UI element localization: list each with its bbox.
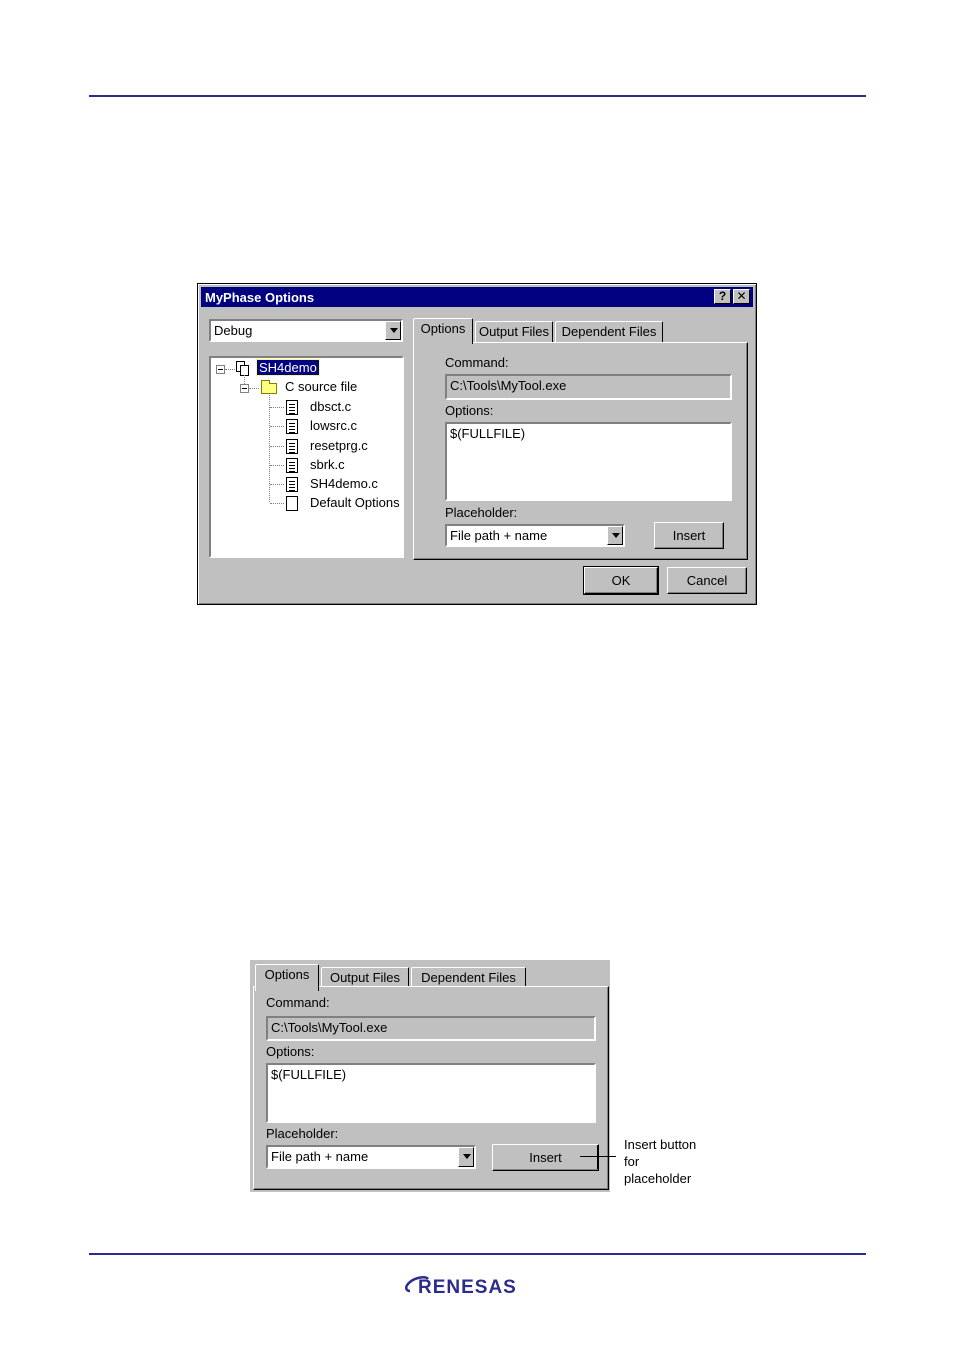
configuration-value: Debug — [214, 323, 253, 338]
myphase-options-dialog — [197, 283, 757, 605]
callout-line-3: placeholder — [624, 1171, 692, 1186]
insert-button[interactable]: Insert — [492, 1144, 599, 1171]
callout-line-1: Insert button — [624, 1137, 697, 1152]
tree-line — [270, 503, 284, 504]
tab-options[interactable]: Options — [255, 964, 319, 991]
tree-line — [270, 446, 284, 447]
tree-line — [270, 484, 284, 485]
tree-item-label: C source file — [285, 379, 358, 394]
tree-item-label: resetprg.c — [310, 438, 368, 453]
tab-dependent-files[interactable]: Dependent Files — [555, 321, 663, 343]
project-icon — [236, 361, 251, 376]
tree-item-label: SH4demo.c — [310, 476, 378, 491]
options-value: $(FULLFILE) — [450, 426, 526, 441]
placeholder-label: Placeholder: — [445, 505, 518, 520]
tree-item-label: SH4demo — [259, 360, 317, 375]
title-bar — [201, 287, 753, 307]
configuration-combo[interactable] — [209, 319, 403, 342]
insert-button[interactable]: Insert — [654, 522, 724, 549]
logo-text: RENESAS — [418, 1277, 517, 1298]
callout-line-2: for — [624, 1154, 640, 1169]
command-label: Command: — [445, 355, 509, 370]
tree-line — [269, 395, 270, 502]
close-button[interactable]: ✕ — [733, 289, 750, 304]
command-value: C:\Tools\MyTool.exe — [271, 1020, 388, 1035]
placeholder-combo[interactable] — [445, 524, 625, 547]
options-tab-panel — [413, 342, 748, 560]
collapse-icon[interactable] — [216, 365, 225, 374]
placeholder-value: File path + name — [271, 1149, 369, 1164]
tree-line — [270, 426, 284, 427]
tab-output-files[interactable]: Output Files — [475, 321, 553, 343]
tree-line — [225, 369, 235, 370]
file-icon — [286, 400, 298, 415]
tree-line — [244, 375, 245, 384]
tree-item-label: Default Options — [310, 495, 400, 510]
collapse-icon[interactable] — [240, 384, 249, 393]
renesas-logo — [404, 1271, 552, 1299]
dialog-title: MyPhase Options — [205, 290, 315, 305]
options-textarea[interactable] — [266, 1063, 596, 1123]
options-label: Options: — [445, 403, 494, 418]
tab-dependent-files[interactable]: Dependent Files — [411, 967, 526, 989]
tree-item-label: dbsct.c — [310, 399, 352, 414]
file-icon — [286, 477, 298, 492]
options-textarea[interactable] — [445, 422, 732, 501]
tree-item-label: lowsrc.c — [310, 418, 357, 433]
callout-line — [597, 1145, 598, 1169]
chevron-down-icon[interactable] — [385, 321, 401, 340]
callout-line — [580, 1156, 616, 1157]
document-icon — [286, 496, 298, 511]
insert-button-callout — [624, 1136, 714, 1187]
command-field[interactable] — [266, 1016, 596, 1041]
cancel-button[interactable]: Cancel — [667, 567, 747, 594]
options-label: Options: — [266, 1044, 315, 1059]
project-tree[interactable] — [209, 356, 404, 558]
folder-icon — [261, 383, 277, 394]
tree-item-label: sbrk.c — [310, 457, 345, 472]
placeholder-label: Placeholder: — [266, 1126, 339, 1141]
command-field[interactable] — [445, 374, 732, 400]
command-label: Command: — [266, 995, 330, 1010]
command-value: C:\Tools\MyTool.exe — [450, 378, 567, 393]
tree-line — [249, 388, 259, 389]
chevron-down-icon[interactable] — [458, 1147, 474, 1167]
placeholder-value: File path + name — [450, 528, 548, 543]
footer-rule — [89, 1253, 866, 1255]
tab-output-files[interactable]: Output Files — [321, 967, 409, 989]
header-rule — [89, 95, 866, 97]
options-value: $(FULLFILE) — [271, 1067, 347, 1082]
help-button[interactable]: ? — [714, 289, 731, 304]
chevron-down-icon[interactable] — [607, 526, 623, 545]
options-tab-snippet — [250, 960, 610, 1192]
file-icon — [286, 458, 298, 473]
tab-options[interactable]: Options — [413, 318, 473, 344]
options-tab-panel — [253, 986, 609, 1190]
placeholder-combo[interactable] — [266, 1145, 476, 1169]
tree-line — [270, 407, 284, 408]
tree-line — [270, 465, 284, 466]
file-icon — [286, 419, 298, 434]
file-icon — [286, 439, 298, 454]
ok-button[interactable]: OK — [584, 567, 658, 594]
